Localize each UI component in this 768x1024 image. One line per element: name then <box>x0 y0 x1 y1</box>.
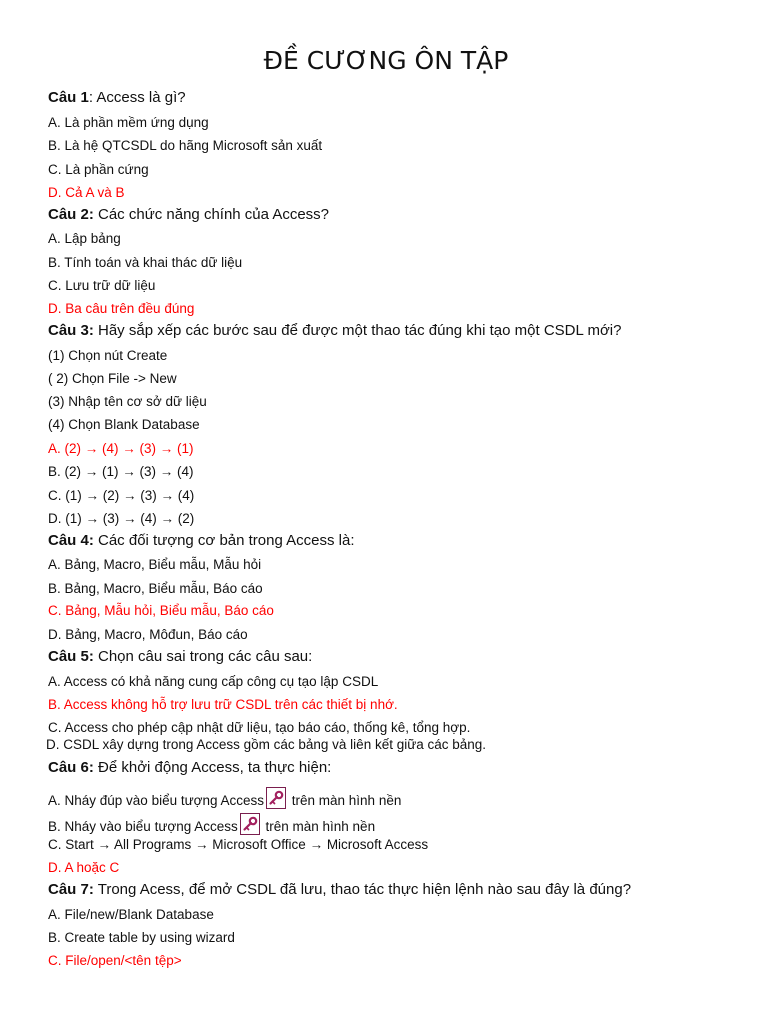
question-text: Các đối tượng cơ bản trong Access là: <box>93 532 355 549</box>
option-1a: A. Là phần mềm ứng dụng <box>48 115 209 130</box>
option-6c: C. Start → All Programs → Microsoft Office → Microsoft Access <box>48 837 429 852</box>
option-6a-text: A. Nháy đúp vào biểu tượng Access <box>48 793 265 808</box>
option-3a-answer: A. (2) → (4) → (3) → (1) <box>48 441 194 456</box>
question-text: Chọn câu sai trong các câu sau: <box>93 648 313 665</box>
option-5b-answer: B. Access không hỗ trợ lưu trữ CSDL trên các thiết bị nhớ. <box>48 697 398 712</box>
option-5d: D. CSDL xây dựng trong Access gồm các bảng và liên kết giữa các bảng. <box>46 737 487 752</box>
question-5 <box>48 648 312 666</box>
option-1d-answer: D. Cả A và B <box>48 185 125 200</box>
option-4b: B. Bảng, Macro, Biểu mẫu, Báo cáo <box>48 581 263 596</box>
question-number: Câu 5: <box>48 648 94 665</box>
option-5a: A. Access có khả năng cung cấp công cụ tạo lập CSDL <box>48 674 379 689</box>
step-4: (4) Chọn Blank Database <box>48 417 200 432</box>
question-text: : Access là gì? <box>88 89 186 106</box>
question-7 <box>48 881 631 899</box>
question-number: Câu 1 <box>48 89 89 106</box>
option-6a <box>48 787 401 809</box>
question-1 <box>48 89 186 107</box>
option-1b: B. Là hệ QTCSDL do hãng Microsoft sản xuất <box>48 138 323 153</box>
option-7a: A. File/new/Blank Database <box>48 907 214 922</box>
option-4a: A. Bảng, Macro, Biểu mẫu, Mẫu hỏi <box>48 557 262 572</box>
question-number: Câu 2: <box>48 206 94 223</box>
option-6b-text: B. Nháy vào biểu tượng Access <box>48 819 238 834</box>
access-key-icon <box>266 787 286 809</box>
question-text: Các chức năng chính của Access? <box>93 206 330 223</box>
option-2d-answer: D. Ba câu trên đều đúng <box>48 301 195 316</box>
question-4 <box>48 532 355 550</box>
question-6 <box>48 759 331 777</box>
step-3: (3) Nhập tên cơ sở dữ liệu <box>48 394 207 409</box>
option-6b-text-after: trên màn hình nền <box>261 819 376 834</box>
question-text: Hãy sắp xếp các bước sau để được một thao tác đúng khi tạo một CSDL mới? <box>93 322 622 339</box>
question-text: Trong Acess, để mở CSDL đã lưu, thao tác thực hiện lệnh nào sau đây là đúng? <box>93 881 632 898</box>
option-4c-answer: C. Bảng, Mẫu hỏi, Biểu mẫu, Báo cáo <box>48 603 274 618</box>
option-4d: D. Bảng, Macro, Môđun, Báo cáo <box>48 627 248 642</box>
option-6a-text-after: trên màn hình nền <box>288 793 402 808</box>
option-2a: A. Lập bảng <box>48 231 121 246</box>
option-2c: C. Lưu trữ dữ liệu <box>48 278 156 293</box>
question-3 <box>48 322 621 340</box>
option-5c: C. Access cho phép cập nhật dữ liệu, tạo báo cáo, thống kê, tổng hợp. <box>48 720 471 735</box>
option-3d: D. (1) → (3) → (4) → (2) <box>48 511 195 526</box>
question-number: Câu 7: <box>48 881 94 898</box>
step-1: (1) Chọn nút Create <box>48 348 168 363</box>
step-2: ( 2) Chọn File -> New <box>48 371 177 386</box>
question-text: Để khởi động Access, ta thực hiện: <box>93 759 332 776</box>
option-6b <box>48 813 375 835</box>
access-key-icon <box>240 813 260 835</box>
document-title: ĐỀ CƯƠNG ÔN TẬP <box>263 46 509 75</box>
question-2 <box>48 206 329 224</box>
option-2b: B. Tính toán và khai thác dữ liệu <box>48 255 243 270</box>
option-7b: B. Create table by using wizard <box>48 930 235 945</box>
question-number: Câu 6: <box>48 759 94 776</box>
option-7c-answer: C. File/open/<tên tệp> <box>48 953 182 968</box>
option-1c: C. Là phần cứng <box>48 162 149 177</box>
option-3b: B. (2) → (1) → (3) → (4) <box>48 464 194 479</box>
option-6d-answer: D. A hoặc C <box>48 860 120 875</box>
option-3c: C. (1) → (2) → (3) → (4) <box>48 488 195 503</box>
question-number: Câu 4: <box>48 532 94 549</box>
question-number: Câu 3: <box>48 322 94 339</box>
